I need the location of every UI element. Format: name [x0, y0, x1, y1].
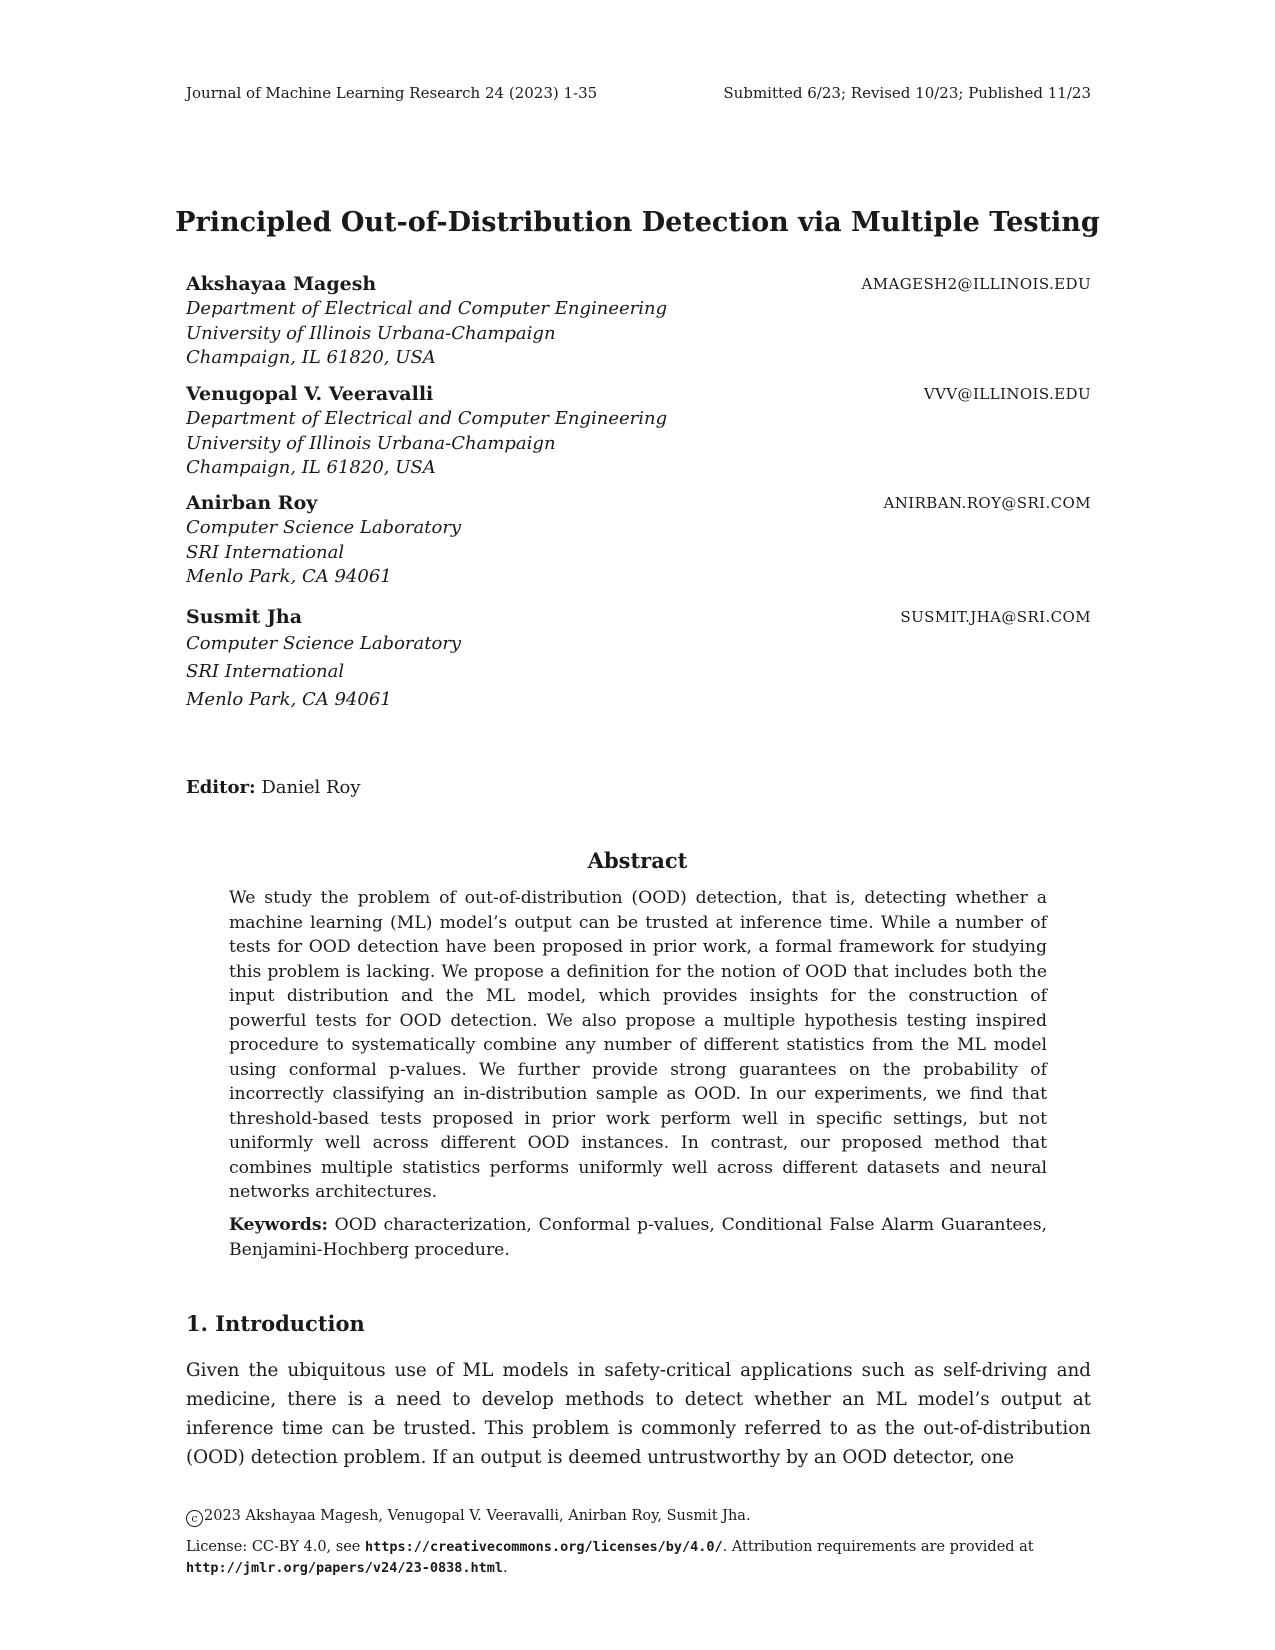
section-paragraph: Given the ubiquitous use of ML models in safety-critical applications such as self-driving and medicine, there is a need to develop methods to detect whether an ML model’s output at inference time can be trusted. This problem is commonly referred to as the out-of-distribution (OOD) detection problem. If an output is deemed untrustworthy by an OOD detector, one — [186, 1360, 1091, 1468]
affiliation-line: Menlo Park, CA 94061 — [186, 566, 392, 587]
author-email: SUSMIT.JHA@SRI.COM — [900, 608, 1091, 626]
attribution-link[interactable]: http://jmlr.org/papers/v24/23-0838.html — [186, 1560, 503, 1576]
affiliation-line: Department of Electrical and Computer Engineering — [186, 408, 668, 429]
license-link[interactable]: https://creativecommons.org/licenses/by/4.0/ — [365, 1539, 723, 1555]
license-end: . — [502, 1560, 508, 1576]
author-block — [186, 382, 1091, 481]
editor-name: Daniel Roy — [261, 777, 361, 798]
author-block — [186, 272, 1091, 371]
author-name: Akshayaa Magesh — [186, 273, 377, 295]
editor-label: Editor: — [186, 777, 256, 798]
author-email: AMAGESH2@ILLINOIS.EDU — [861, 275, 1091, 293]
copyright-text: 2023 Akshayaa Magesh, Venugopal V. Veeravalli, Anirban Roy, Susmit Jha. — [204, 1508, 751, 1524]
author-name: Venugopal V. Veeravalli — [186, 383, 434, 405]
author-email: VVV@ILLINOIS.EDU — [923, 385, 1091, 403]
editor-line — [186, 776, 361, 800]
author-block — [186, 491, 1091, 590]
affiliation-line: Champaign, IL 61820, USA — [186, 347, 436, 368]
affiliation-line: SRI International — [186, 541, 345, 563]
copyright-notice — [186, 1507, 751, 1527]
author-name: Susmit Jha — [186, 606, 303, 628]
affiliation-line: Menlo Park, CA 94061 — [186, 689, 392, 710]
affiliation-line: Computer Science Laboratory — [186, 517, 462, 538]
keywords — [229, 1213, 1047, 1262]
affiliation-line: Computer Science Laboratory — [186, 633, 462, 654]
affiliation-line: Department of Electrical and Computer Engineering — [186, 298, 668, 319]
author-name: Anirban Roy — [186, 492, 318, 514]
section-heading: 1. Introduction — [186, 1311, 365, 1336]
publication-dates: Submitted 6/23; Revised 10/23; Published 11/23 — [723, 84, 1091, 102]
license-prefix: License: CC-BY 4.0, see — [186, 1539, 361, 1555]
affiliation-line: University of Illinois Urbana-Champaign — [186, 432, 556, 454]
abstract-text: We study the problem of out-of-distribution (OOD) detection, that is, detecting whether a machine learning (ML) model’s output can be trusted at inference time. While a number of tests for OOD detection have been proposed in prior work, a formal framework for studying this problem is lacking. We propose a definition for the notion of OOD that includes both the input distribution and the ML model, which provides insights for the construction of powerful tests for OOD detection. We also propose a multiple hypothesis testing inspired procedure to systematically combine any number of different statistics from the ML model using conformal p-values. We further provide strong guarantees on the probability of incorrectly classifying an in-distribution sample as OOD. In our experiments, we find that threshold-based tests proposed in prior work perform well in specific settings, but not uniformly well across different OOD instances. In contrast, our proposed method that combines multiple statistics performs uniformly well across different datasets and neural networks architectures. — [229, 888, 1047, 1202]
keywords-label: Keywords: — [229, 1215, 328, 1235]
affiliation-line: SRI International — [186, 661, 345, 682]
copyright-icon: c — [186, 1510, 203, 1527]
affiliation-line: Champaign, IL 61820, USA — [186, 457, 436, 478]
affiliation-line: University of Illinois Urbana-Champaign — [186, 322, 556, 344]
license-notice — [186, 1537, 1091, 1579]
author-email: ANIRBAN.ROY@SRI.COM — [883, 494, 1091, 512]
author-block — [186, 605, 1091, 714]
license-mid: . Attribution requirements are provided at — [722, 1539, 1034, 1555]
journal-header: Journal of Machine Learning Research 24 (2023) 1-35 — [186, 84, 598, 102]
paper-title: Principled Out-of-Distribution Detection via Multiple Testing — [175, 207, 1100, 238]
keywords-list: OOD characterization, Conformal p-values, Conditional False Alarm Guarantees, Benjamini-Hochberg procedure. — [229, 1215, 1047, 1260]
abstract-heading: Abstract — [587, 848, 688, 873]
